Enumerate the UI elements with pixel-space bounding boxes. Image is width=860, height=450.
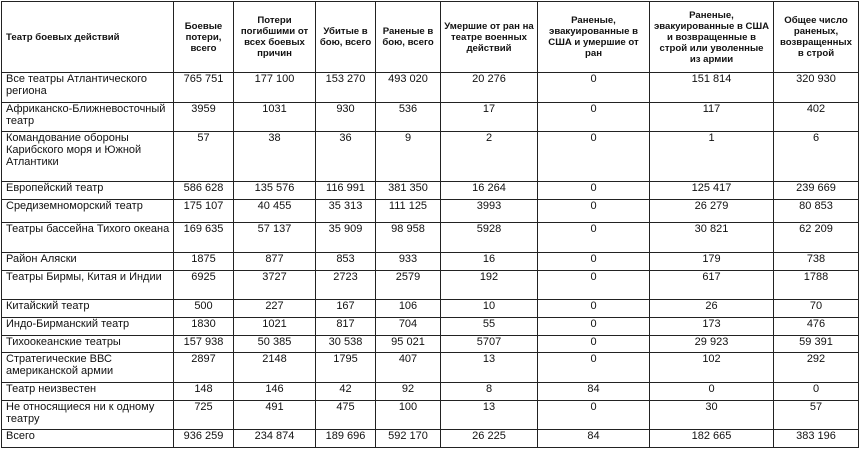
table-row: [2, 382, 859, 400]
table-row: [2, 223, 859, 252]
cell-value: 383 196: [774, 430, 859, 448]
cell-value: 586 628: [174, 182, 234, 200]
cell-value: 491: [234, 400, 316, 429]
row-label: Китайский театр: [2, 299, 174, 317]
cell-value: 151 814: [650, 73, 774, 102]
cell-value: 111 125: [376, 200, 441, 223]
table-row: [2, 299, 859, 317]
cell-value: 50 385: [234, 335, 316, 353]
cell-value: 42: [316, 382, 376, 400]
cell-value: 70: [774, 299, 859, 317]
header-killed-all-causes: Потери погибшими от всех боевых причин: [234, 2, 316, 73]
cell-value: 234 874: [234, 430, 316, 448]
row-label: Командование обороны Карибского моря и Южной Атлантики: [2, 132, 174, 182]
cell-value: 146: [234, 382, 316, 400]
cell-value: 617: [650, 270, 774, 299]
cell-value: 1: [650, 132, 774, 182]
row-label: Не относящиеся ни к одному театру: [2, 400, 174, 429]
cell-value: 157 938: [174, 335, 234, 353]
cell-value: 476: [774, 317, 859, 335]
row-label: Стратегические ВВС американской армии: [2, 353, 174, 382]
cell-value: 84: [538, 430, 650, 448]
cell-value: 30 538: [316, 335, 376, 353]
cell-value: 0: [774, 382, 859, 400]
cell-value: 0: [538, 299, 650, 317]
cell-value: 38: [234, 132, 316, 182]
cell-value: 1875: [174, 252, 234, 270]
cell-value: 1021: [234, 317, 316, 335]
cell-value: 0: [538, 270, 650, 299]
table-row: [2, 317, 859, 335]
cell-value: 475: [316, 400, 376, 429]
cell-value: 192: [441, 270, 538, 299]
table-row: [2, 252, 859, 270]
cell-value: 148: [174, 382, 234, 400]
cell-value: 592 170: [376, 430, 441, 448]
cell-value: 173: [650, 317, 774, 335]
cell-value: 20 276: [441, 73, 538, 102]
header-killed-in-action: Убитые в бою, всего: [316, 2, 376, 73]
cell-value: 9: [376, 132, 441, 182]
cell-value: 153 270: [316, 73, 376, 102]
cell-value: 493 020: [376, 73, 441, 102]
cell-value: 177 100: [234, 73, 316, 102]
cell-value: 100: [376, 400, 441, 429]
cell-value: 2: [441, 132, 538, 182]
row-label: Театр неизвестен: [2, 382, 174, 400]
cell-value: 1788: [774, 270, 859, 299]
cell-value: 8: [441, 382, 538, 400]
cell-value: 62 209: [774, 223, 859, 252]
header-row: [2, 2, 859, 73]
row-label: Театры Бирмы, Китая и Индии: [2, 270, 174, 299]
cell-value: 116 991: [316, 182, 376, 200]
cell-value: 26: [650, 299, 774, 317]
cell-value: 0: [538, 132, 650, 182]
header-wounded-in-action: Раненые в бою, всего: [376, 2, 441, 73]
cell-value: 0: [538, 223, 650, 252]
cell-value: 57: [774, 400, 859, 429]
cell-value: 167: [316, 299, 376, 317]
table-row: [2, 102, 859, 131]
cell-value: 0: [538, 252, 650, 270]
cell-value: 500: [174, 299, 234, 317]
cell-value: 6: [774, 132, 859, 182]
header-total-losses: Боевые потери, всего: [174, 2, 234, 73]
cell-value: 179: [650, 252, 774, 270]
cell-value: 0: [538, 182, 650, 200]
cell-value: 36: [316, 132, 376, 182]
row-label: Африканско-Ближневосточный театр: [2, 102, 174, 131]
cell-value: 0: [538, 400, 650, 429]
cell-value: 95 021: [376, 335, 441, 353]
cell-value: 117: [650, 102, 774, 131]
cell-value: 402: [774, 102, 859, 131]
cell-value: 930: [316, 102, 376, 131]
header-evacuated-died: Раненые, эвакуированные в США и умершие от ран: [538, 2, 650, 73]
cell-value: 6925: [174, 270, 234, 299]
cell-value: 169 635: [174, 223, 234, 252]
cell-value: 5707: [441, 335, 538, 353]
cell-value: 0: [538, 335, 650, 353]
table-row: [2, 132, 859, 182]
header-evacuated-returned: Раненые, эвакуированные в США и возвращенные в строй или уволенные из армии: [650, 2, 774, 73]
cell-value: 16 264: [441, 182, 538, 200]
header-returned-total: Общее число раненых, возвращенных в строй: [774, 2, 859, 73]
cell-value: 135 576: [234, 182, 316, 200]
cell-value: 320 930: [774, 73, 859, 102]
cell-value: 13: [441, 353, 538, 382]
cell-value: 55: [441, 317, 538, 335]
row-label: Индо-Бирманский театр: [2, 317, 174, 335]
table-row: [2, 430, 859, 448]
cell-value: 26 225: [441, 430, 538, 448]
cell-value: 2723: [316, 270, 376, 299]
cell-value: 725: [174, 400, 234, 429]
cell-value: 106: [376, 299, 441, 317]
cell-value: 936 259: [174, 430, 234, 448]
cell-value: 0: [650, 382, 774, 400]
cell-value: 57: [174, 132, 234, 182]
cell-value: 59 391: [774, 335, 859, 353]
cell-value: 84: [538, 382, 650, 400]
cell-value: 26 279: [650, 200, 774, 223]
cell-value: 40 455: [234, 200, 316, 223]
cell-value: 57 137: [234, 223, 316, 252]
table-row: [2, 400, 859, 429]
table-body: [2, 2, 859, 448]
cell-value: 877: [234, 252, 316, 270]
cell-value: 292: [774, 353, 859, 382]
cell-value: 35 313: [316, 200, 376, 223]
row-label: Район Аляски: [2, 252, 174, 270]
cell-value: 704: [376, 317, 441, 335]
table-row: [2, 200, 859, 223]
cell-value: 17: [441, 102, 538, 131]
cell-value: 933: [376, 252, 441, 270]
cell-value: 125 417: [650, 182, 774, 200]
cell-value: 1795: [316, 353, 376, 382]
table-row: [2, 73, 859, 102]
cell-value: 1830: [174, 317, 234, 335]
cell-value: 182 665: [650, 430, 774, 448]
cell-value: 3959: [174, 102, 234, 131]
cell-value: 407: [376, 353, 441, 382]
table-row: [2, 182, 859, 200]
table-row: [2, 353, 859, 382]
cell-value: 102: [650, 353, 774, 382]
row-label: Всего: [2, 430, 174, 448]
cell-value: 3727: [234, 270, 316, 299]
cell-value: 0: [538, 353, 650, 382]
cell-value: 817: [316, 317, 376, 335]
row-label: Средиземноморский театр: [2, 200, 174, 223]
casualties-table: [1, 1, 859, 448]
cell-value: 98 958: [376, 223, 441, 252]
cell-value: 30: [650, 400, 774, 429]
cell-value: 0: [538, 102, 650, 131]
cell-value: 227: [234, 299, 316, 317]
cell-value: 0: [538, 73, 650, 102]
table-row: [2, 335, 859, 353]
row-label: Театры бассейна Тихого океана: [2, 223, 174, 252]
cell-value: 738: [774, 252, 859, 270]
cell-value: 10: [441, 299, 538, 317]
cell-value: 13: [441, 400, 538, 429]
cell-value: 16: [441, 252, 538, 270]
cell-value: 2579: [376, 270, 441, 299]
cell-value: 2148: [234, 353, 316, 382]
cell-value: 92: [376, 382, 441, 400]
table-row: [2, 270, 859, 299]
header-theater: Театр боевых действий: [2, 2, 174, 73]
cell-value: 239 669: [774, 182, 859, 200]
cell-value: 853: [316, 252, 376, 270]
row-label: Все театры Атлантического региона: [2, 73, 174, 102]
cell-value: 1031: [234, 102, 316, 131]
cell-value: 0: [538, 317, 650, 335]
cell-value: 5928: [441, 223, 538, 252]
cell-value: 765 751: [174, 73, 234, 102]
cell-value: 2897: [174, 353, 234, 382]
header-died-of-wounds-theater: Умершие от ран на театре военных действий: [441, 2, 538, 73]
row-label: Тихоокеанские театры: [2, 335, 174, 353]
row-label: Европейский театр: [2, 182, 174, 200]
cell-value: 3993: [441, 200, 538, 223]
cell-value: 30 821: [650, 223, 774, 252]
cell-value: 29 923: [650, 335, 774, 353]
cell-value: 175 107: [174, 200, 234, 223]
cell-value: 0: [538, 200, 650, 223]
cell-value: 536: [376, 102, 441, 131]
cell-value: 80 853: [774, 200, 859, 223]
cell-value: 381 350: [376, 182, 441, 200]
cell-value: 35 909: [316, 223, 376, 252]
cell-value: 189 696: [316, 430, 376, 448]
